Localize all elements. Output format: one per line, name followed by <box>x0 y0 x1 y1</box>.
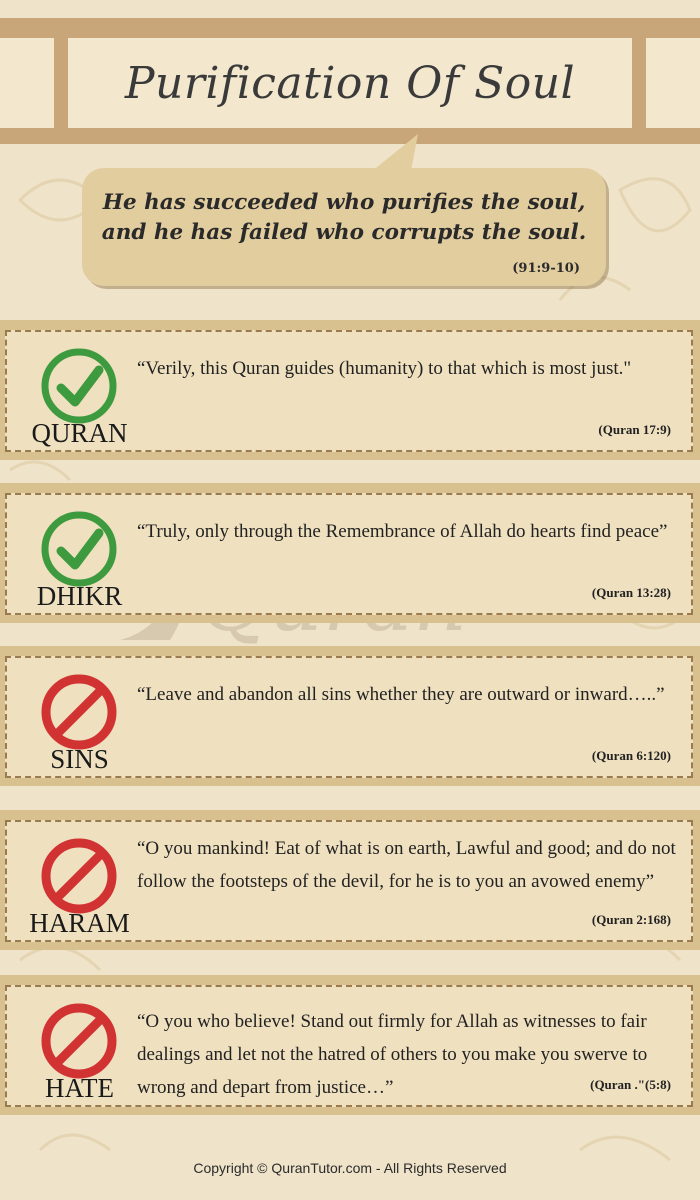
card-reference: (Quran ."(5:8) <box>590 1077 671 1092</box>
card-label: DHIKR <box>36 581 123 611</box>
verse-bubble <box>82 168 606 286</box>
page-title: Purification Of Soul <box>124 57 576 109</box>
verse-line-2: and he has failed who corrupts the soul. <box>101 220 587 245</box>
card-panel <box>5 985 693 1107</box>
card-reference: (Quran 17:9) <box>598 422 671 437</box>
prohibited-icon <box>39 836 119 916</box>
check-icon <box>39 346 119 426</box>
card-panel <box>5 820 693 942</box>
card-quote: “O you who believe! Stand out firmly for Allah as witnesses to fair dealings and let not the hatred of others to you make you swerve to wrong and depart from justice…” <box>137 1011 648 1098</box>
header-side-left <box>0 38 54 128</box>
verse-reference: (91:9-10) <box>512 261 580 276</box>
header-side-right <box>646 38 700 128</box>
card-quote: “Truly, only through the Remembrance of Allah do hearts find peace” <box>137 521 668 542</box>
header-panel <box>68 38 632 128</box>
card-panel <box>5 330 693 452</box>
card-label: HATE <box>45 1073 114 1103</box>
card-panel <box>5 493 693 615</box>
card-label: HARAM <box>29 908 130 938</box>
card-reference: (Quran 13:28) <box>591 585 671 600</box>
card-label: QURAN <box>31 418 128 448</box>
card-quote: “Leave and abandon all sins whether they are outward or inward…..” <box>137 684 665 705</box>
prohibited-icon <box>39 1001 119 1081</box>
card-dhikr <box>0 483 700 623</box>
card-haram <box>0 810 700 950</box>
card-reference: (Quran 2:168) <box>591 912 671 927</box>
card-reference: (Quran 6:120) <box>591 748 671 763</box>
card-sins <box>0 646 700 786</box>
card-quote: “O you mankind! Eat of what is on earth, Lawful and good; and do not follow the footsteps of the devil, for he is to you an avowed enemy” <box>137 838 676 892</box>
card-hate <box>0 975 700 1115</box>
check-icon <box>39 509 119 589</box>
card-label: SINS <box>50 744 109 774</box>
copyright-footer: Copyright © QuranTutor.com - All Rights Reserved <box>193 1160 507 1176</box>
verse-text <box>82 188 606 248</box>
card-quran <box>0 320 700 460</box>
prohibited-icon <box>39 672 119 752</box>
verse-line-1: He has succeeded who purifies the soul, <box>102 190 586 215</box>
card-panel <box>5 656 693 778</box>
card-quote: “Verily, this Quran guides (humanity) to that which is most just." <box>137 358 632 379</box>
